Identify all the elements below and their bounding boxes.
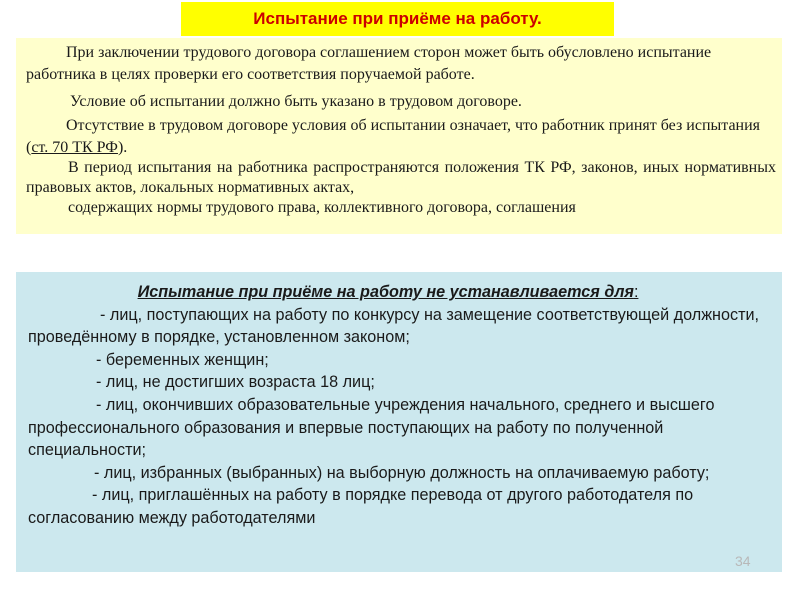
article-70-link[interactable]: ст. 70 ТК РФ xyxy=(31,139,118,156)
upper-text-panel xyxy=(16,38,782,234)
exemptions-heading-text: Испытание при приёме на работу не устанавливается для xyxy=(137,283,634,301)
paragraph-no-probation-end: ). xyxy=(117,139,128,156)
lower-text-panel xyxy=(16,272,782,572)
page-number: 34 xyxy=(735,553,751,569)
list-item: - лиц, избранных (выбранных) на выборную должность на оплачиваемую работу; xyxy=(94,463,710,482)
list-item: - лиц, поступающих на работу по конкурсу на замещение соответствующей должности, проведённому в порядке, установленном законом; xyxy=(28,305,760,347)
list-item: - беременных женщин; xyxy=(96,350,269,369)
paragraph-no-probation-text: Отсутствие в трудовом договоре условия об испытании означает, что работник принят без испытания ( xyxy=(26,117,761,156)
slide-title: Испытание при приёме на работу. xyxy=(253,9,542,28)
list-item: - лиц, приглашённых на работу в порядке перевода от другого работодателя по согласованию между работодателями xyxy=(28,486,694,527)
list-item: - лиц, не достигших возраста 18 лиц; xyxy=(96,373,375,392)
title-banner xyxy=(181,2,614,36)
paragraph-probation-agreement: При заключении трудового договора соглашением сторон может быть обусловлено испытание работника в целях проверки его соответствия поручаемой работе. xyxy=(26,44,712,83)
paragraph-probation-period-last: содержащих нормы трудового права, коллективного договора, соглашения xyxy=(68,199,576,216)
paragraph-probation-condition: Условие об испытании должно быть указано в трудовом договоре. xyxy=(70,93,522,110)
paragraph-probation-period-text: В период испытания на работника распространяются положения ТК РФ, законов, иных нормативных правовых актов, локальных нормативных актах, xyxy=(26,159,776,196)
paragraph-probation-period xyxy=(26,158,776,218)
exemptions-heading xyxy=(28,281,678,304)
paragraph-no-probation xyxy=(26,115,776,159)
list-item: - лиц, окончивших образовательные учреждения начального, среднего и высшего профессионального образования и впервые поступающих на работу по полученной специальности; xyxy=(28,395,715,460)
exemptions-heading-colon: : xyxy=(633,283,639,301)
